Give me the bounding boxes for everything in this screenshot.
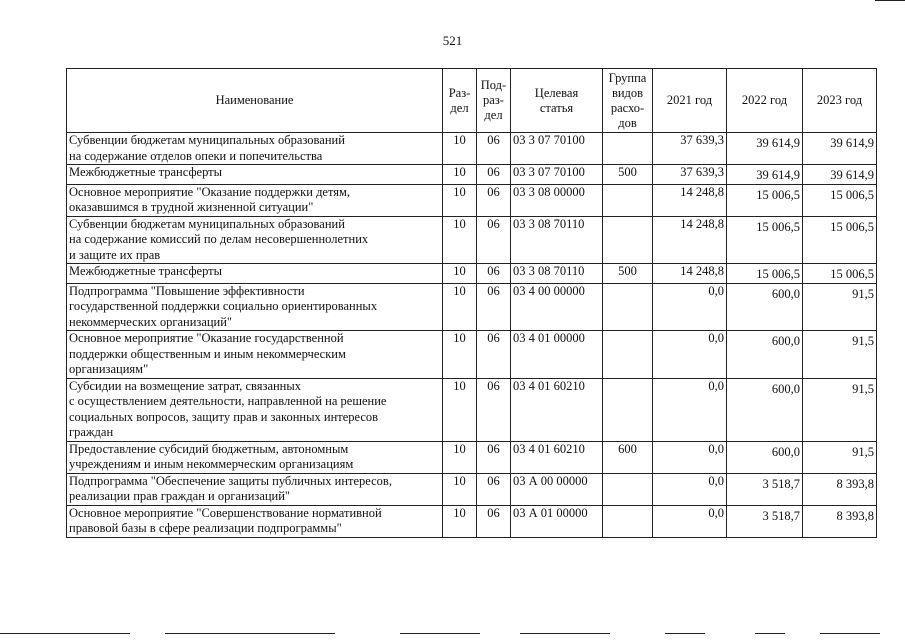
row-podrazdel: 06 [477, 133, 511, 165]
row-2022: 15 006,5 [727, 264, 803, 284]
row-article: 03 4 01 00000 [511, 331, 603, 379]
row-razdel: 10 [443, 441, 477, 473]
row-razdel: 10 [443, 378, 477, 441]
row-article: 03 3 08 70110 [511, 264, 603, 284]
row-name: Межбюджетные трансферты [67, 264, 443, 284]
row-razdel: 10 [443, 165, 477, 185]
row-article: 03 3 08 70110 [511, 216, 603, 264]
row-name: Субвенции бюджетам муниципальных образований на содержание комиссий по делам несовершеннолетних и защите их прав [67, 216, 443, 264]
row-name: Предоставление субсидий бюджетным, автономным учреждениям и иным некоммерческим организациям [67, 441, 443, 473]
row-razdel: 10 [443, 505, 477, 537]
row-group [603, 473, 653, 505]
row-2021: 0,0 [653, 441, 727, 473]
row-group [603, 133, 653, 165]
header-razdel: Раз- дел [443, 69, 477, 133]
row-2022: 600,0 [727, 378, 803, 441]
row-2022: 39 614,9 [727, 133, 803, 165]
row-name: Основное мероприятие "Оказание государственной поддержки общественным и иным некоммерческим организациям" [67, 331, 443, 379]
row-article: 03 4 01 60210 [511, 441, 603, 473]
row-group [603, 505, 653, 537]
row-group [603, 216, 653, 264]
row-2021: 0,0 [653, 473, 727, 505]
table-row [67, 283, 877, 331]
row-2023: 39 614,9 [803, 165, 877, 185]
row-group [603, 378, 653, 441]
row-article: 03 4 00 00000 [511, 283, 603, 331]
row-razdel: 10 [443, 133, 477, 165]
row-podrazdel: 06 [477, 473, 511, 505]
row-podrazdel: 06 [477, 283, 511, 331]
row-2022: 15 006,5 [727, 184, 803, 216]
table-row [67, 216, 877, 264]
row-2022: 600,0 [727, 331, 803, 379]
table-row [67, 473, 877, 505]
row-article: 03 А 01 00000 [511, 505, 603, 537]
row-2023: 91,5 [803, 331, 877, 379]
bottom-scan-line [665, 633, 705, 634]
row-2023: 39 614,9 [803, 133, 877, 165]
row-2022: 3 518,7 [727, 505, 803, 537]
row-group: 600 [603, 441, 653, 473]
row-2023: 15 006,5 [803, 216, 877, 264]
row-razdel: 10 [443, 283, 477, 331]
page-number: 521 [442, 33, 463, 48]
row-podrazdel: 06 [477, 184, 511, 216]
row-group [603, 283, 653, 331]
bottom-scan-line [755, 633, 785, 634]
row-2023: 91,5 [803, 283, 877, 331]
table-row [67, 505, 877, 537]
row-article: 03 3 07 70100 [511, 165, 603, 185]
top-edge-line [875, 0, 905, 1]
budget-table [66, 68, 877, 538]
header-group: Группа видов расхо- дов [603, 69, 653, 133]
row-2022: 600,0 [727, 441, 803, 473]
row-podrazdel: 06 [477, 165, 511, 185]
header-2022: 2022 год [727, 69, 803, 133]
row-2023: 91,5 [803, 378, 877, 441]
row-2021: 14 248,8 [653, 264, 727, 284]
row-2021: 14 248,8 [653, 216, 727, 264]
row-2022: 3 518,7 [727, 473, 803, 505]
row-2021: 0,0 [653, 331, 727, 379]
bottom-scan-line [0, 633, 130, 634]
row-name: Межбюджетные трансферты [67, 165, 443, 185]
row-group: 500 [603, 264, 653, 284]
table-row [67, 184, 877, 216]
table-row [67, 331, 877, 379]
table-row [67, 441, 877, 473]
row-2023: 8 393,8 [803, 505, 877, 537]
row-2021: 0,0 [653, 378, 727, 441]
row-2021: 37 639,3 [653, 133, 727, 165]
row-podrazdel: 06 [477, 441, 511, 473]
row-name: Субвенции бюджетам муниципальных образований на содержание отделов опеки и попечительства [67, 133, 443, 165]
row-razdel: 10 [443, 216, 477, 264]
row-podrazdel: 06 [477, 216, 511, 264]
row-article: 03 А 00 00000 [511, 473, 603, 505]
row-2022: 39 614,9 [727, 165, 803, 185]
row-name: Подпрограмма "Обеспечение защиты публичных интересов, реализации прав граждан и организаций" [67, 473, 443, 505]
bottom-scan-line [165, 633, 335, 634]
row-article: 03 4 01 60210 [511, 378, 603, 441]
table-row [67, 264, 877, 284]
row-name: Основное мероприятие "Совершенствование нормативной правовой базы в сфере реализации подпрограммы" [67, 505, 443, 537]
row-podrazdel: 06 [477, 505, 511, 537]
row-2021: 0,0 [653, 283, 727, 331]
row-razdel: 10 [443, 264, 477, 284]
row-podrazdel: 06 [477, 378, 511, 441]
row-name: Субсидии на возмещение затрат, связанных с осуществлением деятельности, направленной на решение социальных вопросов, защиту прав и законных интересов граждан [67, 378, 443, 441]
row-name: Основное мероприятие "Оказание поддержки детям, оказавшимся в трудной жизненной ситуации" [67, 184, 443, 216]
row-2023: 91,5 [803, 441, 877, 473]
bottom-scan-line [400, 633, 480, 634]
row-2021: 0,0 [653, 505, 727, 537]
header-name: Наименование [67, 69, 443, 133]
row-2021: 14 248,8 [653, 184, 727, 216]
row-group [603, 331, 653, 379]
table-row [67, 378, 877, 441]
row-name: Подпрограмма "Повышение эффективности государственной поддержки социально ориентированных некоммерческих организаций" [67, 283, 443, 331]
row-2023: 8 393,8 [803, 473, 877, 505]
header-article: Целевая статья [511, 69, 603, 133]
bottom-scan-line [820, 633, 880, 634]
bottom-scan-line [520, 633, 610, 634]
row-2022: 600,0 [727, 283, 803, 331]
row-2023: 15 006,5 [803, 264, 877, 284]
row-2023: 15 006,5 [803, 184, 877, 216]
row-2022: 15 006,5 [727, 216, 803, 264]
header-2021: 2021 год [653, 69, 727, 133]
row-group: 500 [603, 165, 653, 185]
table-row [67, 165, 877, 185]
table-row [67, 133, 877, 165]
row-2021: 37 639,3 [653, 165, 727, 185]
row-group [603, 184, 653, 216]
header-2023: 2023 год [803, 69, 877, 133]
row-podrazdel: 06 [477, 331, 511, 379]
header-podrazdel: Под- раз- дел [477, 69, 511, 133]
header-row [67, 69, 877, 133]
row-razdel: 10 [443, 331, 477, 379]
row-article: 03 3 07 70100 [511, 133, 603, 165]
row-razdel: 10 [443, 473, 477, 505]
row-podrazdel: 06 [477, 264, 511, 284]
row-razdel: 10 [443, 184, 477, 216]
row-article: 03 3 08 00000 [511, 184, 603, 216]
